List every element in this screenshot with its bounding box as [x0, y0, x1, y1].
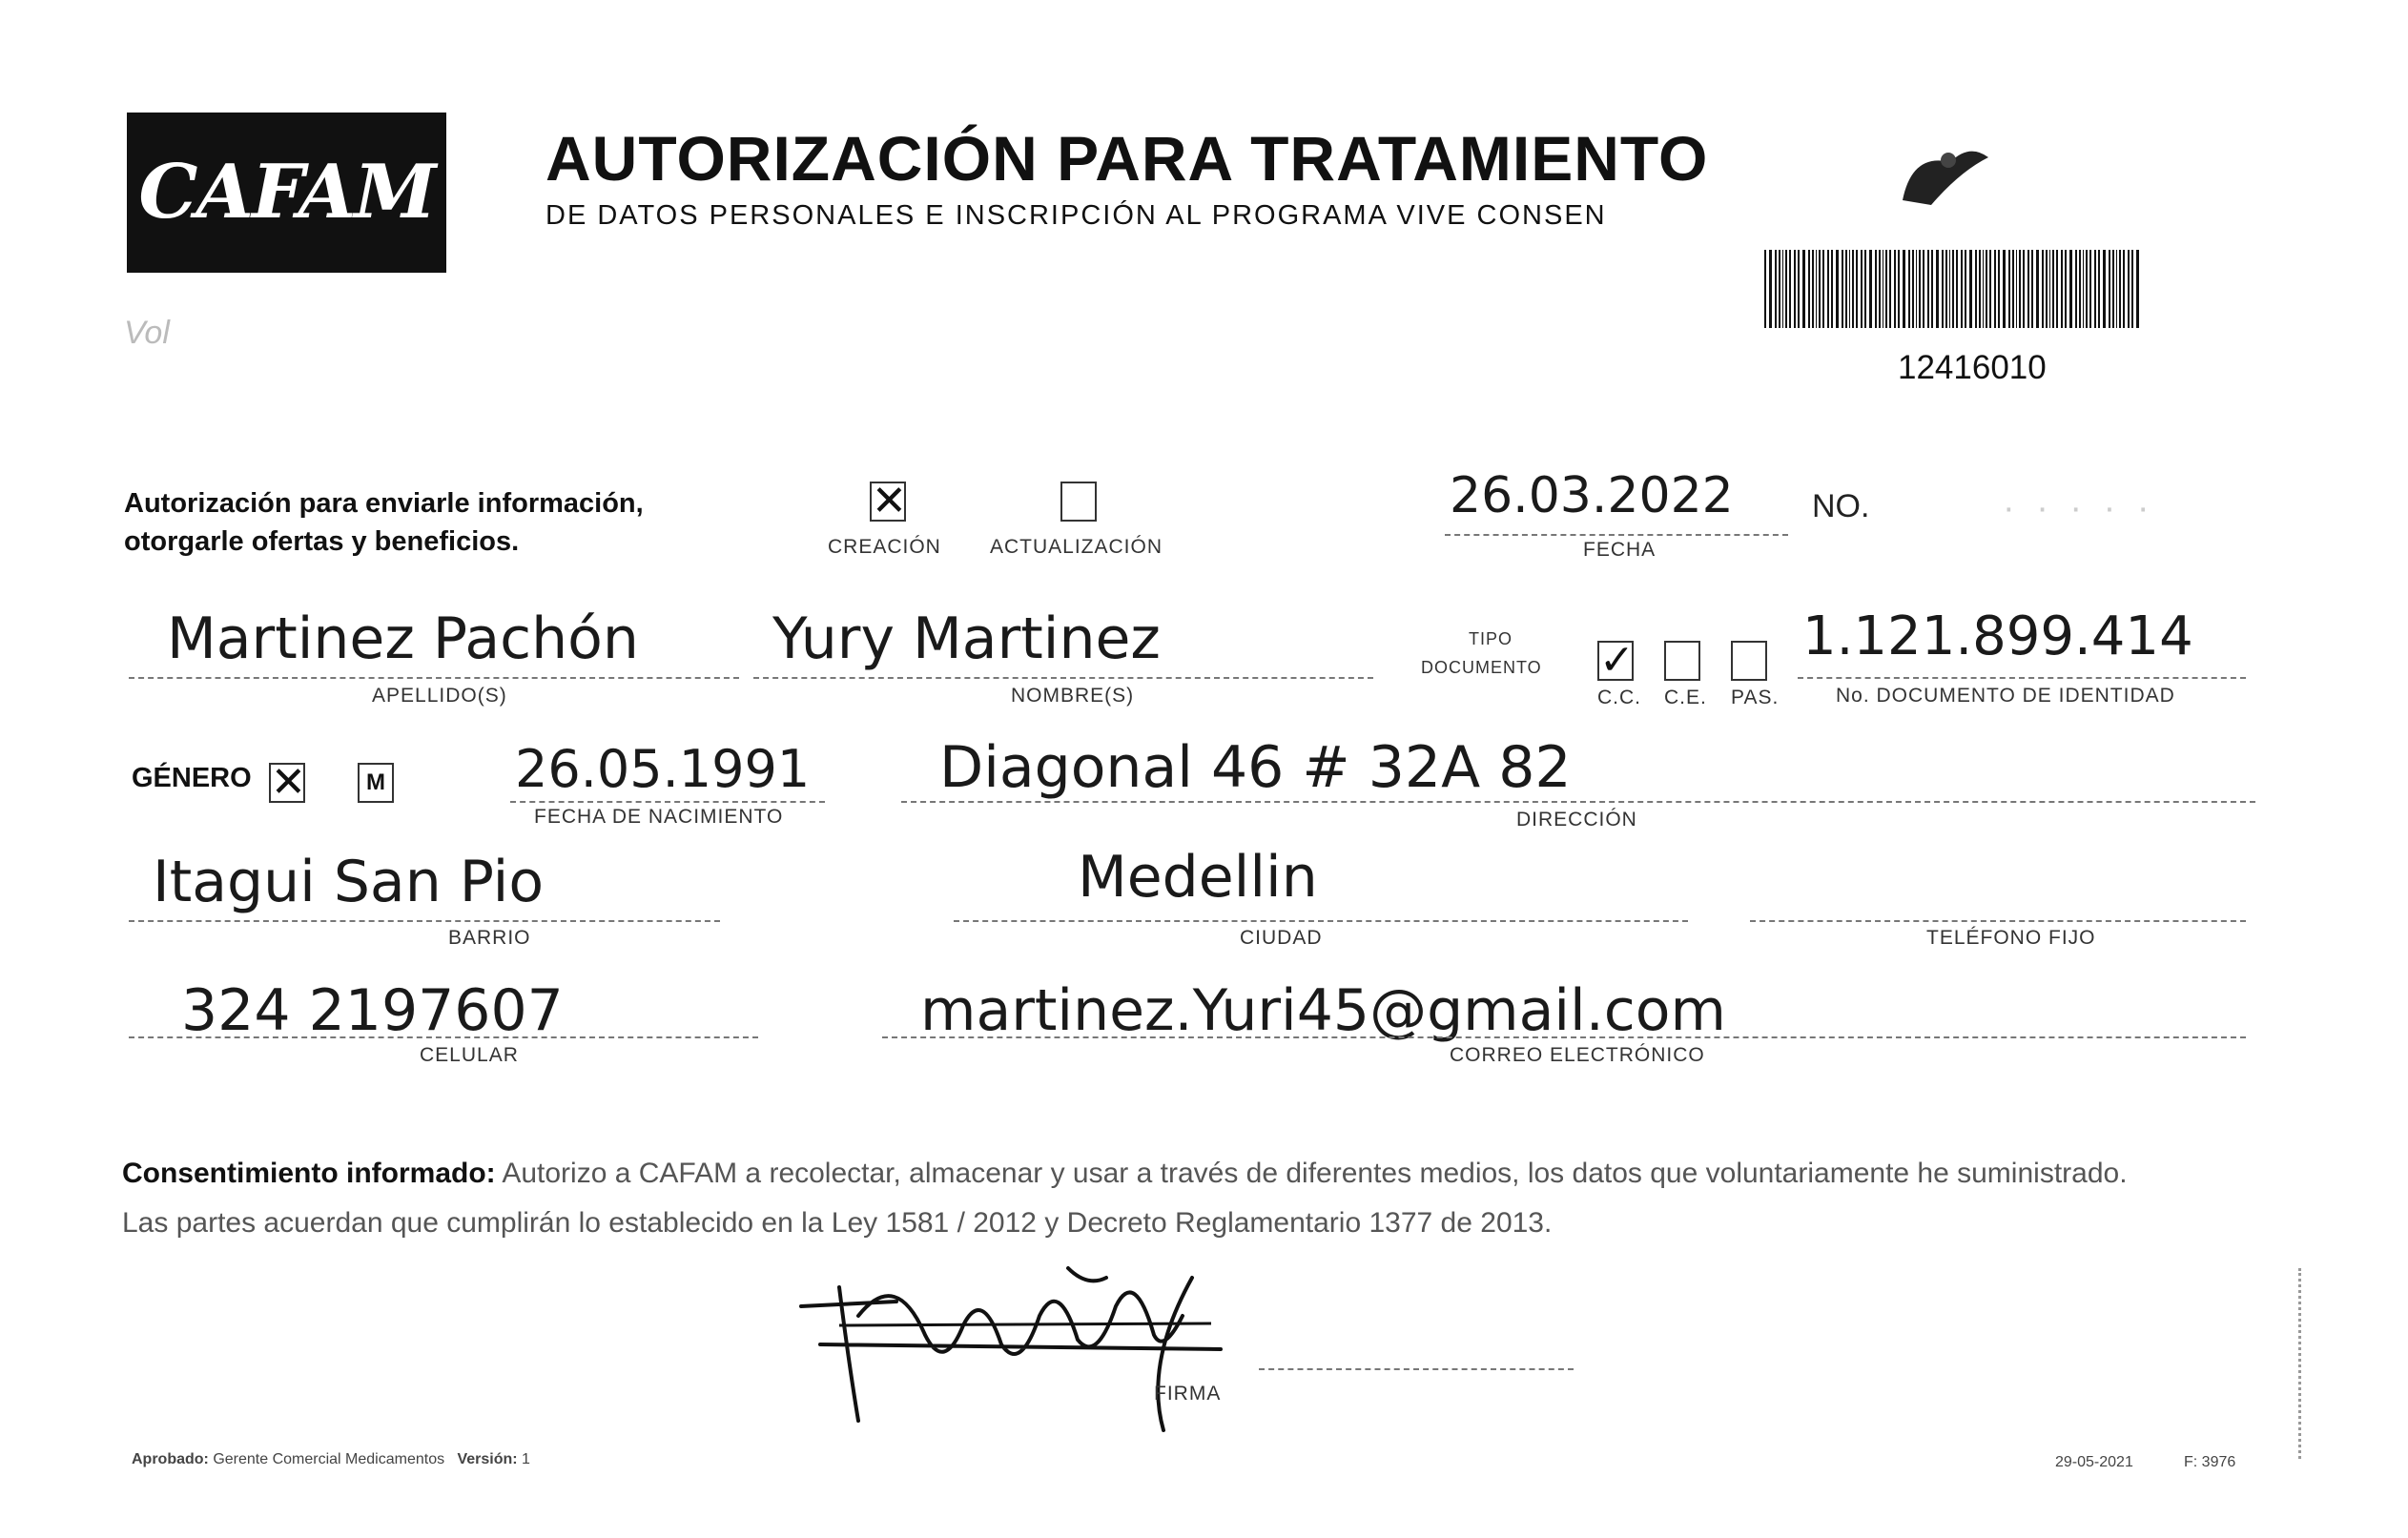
nombres-value[interactable]: Yury Martinez [772, 605, 1161, 672]
barcode-bar [1923, 250, 1924, 328]
form-title: AUTORIZACIÓN PARA TRATAMIENTO [545, 123, 1709, 194]
barcode-bar [1879, 250, 1881, 328]
gender-f-checkbox[interactable] [269, 759, 306, 806]
barcode-bar [1819, 250, 1821, 328]
barcode-bar [2131, 250, 2133, 328]
barcode-bar [1961, 250, 1963, 328]
apellidos-line [129, 677, 739, 679]
documento-label: No. DOCUMENTO DE IDENTIDAD [1836, 685, 2175, 707]
authorization-text-1: Autorización para enviarle información, [124, 488, 644, 519]
consent-heading: Consentimiento informado: [122, 1158, 496, 1189]
barcode-bar [1989, 250, 1991, 328]
celular-value[interactable]: 324 2197607 [181, 977, 564, 1044]
barcode-bar [1861, 250, 1863, 328]
barcode-bar [1983, 250, 1984, 328]
cc-label: C.C. [1597, 687, 1641, 708]
barcode-bar [2128, 250, 2130, 328]
consent-body-2: Las partes acuerdan que cumplirán lo establecido en la Ley 1581 / 2012 y Decreto Reglamentario 1377 de 2013. [122, 1207, 1553, 1239]
barcode-bar [2023, 250, 2025, 328]
fecha-label: FECHA [1583, 539, 1657, 561]
direccion-label: DIRECCIÓN [1516, 809, 1637, 831]
barcode-bar [1912, 250, 1914, 328]
barcode-bar [1875, 250, 1877, 328]
barcode-bar [1889, 250, 1891, 328]
nombres-line [753, 677, 1373, 679]
barcode-bar [1812, 250, 1814, 328]
ciudad-line [954, 920, 1688, 922]
barcode-bar [1908, 250, 1910, 328]
fecha-nacimiento-value[interactable]: 26.05.1991 [515, 739, 811, 799]
fecha-nacimiento-label: FECHA DE NACIMIENTO [534, 806, 784, 828]
version-label: Versión: [457, 1451, 518, 1467]
barcode-bar [2119, 250, 2121, 328]
barcode-bar [1849, 250, 1850, 328]
barcode-bar [1816, 250, 1817, 328]
barcode-bar [2003, 250, 2006, 328]
form-subtitle: DE DATOS PERSONALES E INSCRIPCIÓN AL PROGRAMA VIVE CONSEN [545, 200, 1607, 231]
barcode-bar [1827, 250, 1829, 328]
apellidos-value[interactable]: Martinez Pachón [167, 605, 639, 672]
barcode-bar [1808, 250, 1810, 328]
correo-line [882, 1036, 2246, 1038]
no-label: NO. [1812, 488, 1870, 524]
barcode-bar [1885, 250, 1887, 328]
barcode-bar [2069, 250, 2072, 328]
barcode-bar [2116, 250, 2117, 328]
creacion-check-mark: ✕ [872, 478, 907, 524]
barcode-bar [1822, 250, 1824, 328]
ciudad-label: CIUDAD [1240, 927, 1323, 949]
barcode-bar [2112, 250, 2114, 328]
barcode-bar [2089, 250, 2091, 328]
barcode-bar [1952, 250, 1954, 328]
barcode-bar [1856, 250, 1858, 328]
barcode-bar [2012, 250, 2014, 328]
barcode-bar [2016, 250, 2017, 328]
barcode-bar [1998, 250, 2000, 328]
barrio-label: BARRIO [448, 927, 531, 949]
authorization-text-2: otorgarle ofertas y beneficios. [124, 526, 520, 557]
pas-checkbox[interactable] [1731, 641, 1767, 681]
ce-checkbox[interactable] [1664, 641, 1700, 681]
gender-f-mark: ✕ [271, 759, 306, 806]
barcode-bar [1949, 250, 1950, 328]
barcode-bar [1785, 250, 1787, 328]
creacion-checkbox[interactable] [870, 478, 907, 524]
barcode-bar [1864, 250, 1866, 328]
barcode-bar [2094, 250, 2096, 328]
barcode-bar [2008, 250, 2010, 328]
barcode-bar [1798, 250, 1800, 328]
cafam-logo [127, 113, 446, 273]
barcode-bar [2042, 250, 2044, 328]
aprobado-label: Aprobado: [132, 1451, 209, 1467]
fecha-nacimiento-line [510, 801, 825, 803]
barcode-bar [2079, 250, 2081, 328]
actualizacion-label: ACTUALIZACIÓN [990, 536, 1163, 558]
tipo-label-2: DOCUMENTO [1421, 658, 1542, 677]
barcode-bar [2136, 250, 2139, 328]
footer-form-code: F: 3976 [2184, 1454, 2236, 1470]
barcode-bar [2046, 250, 2048, 328]
barrio-line [129, 920, 720, 922]
consent-paragraph [122, 1149, 2277, 1248]
barcode-bar [1979, 250, 1981, 328]
emblem-icon [1893, 133, 2007, 210]
barcode-bar [1802, 250, 1805, 328]
firma-line [1259, 1368, 1574, 1370]
barcode-bar [1869, 250, 1872, 328]
barcode-bar [1842, 250, 1843, 328]
barcode [1764, 250, 2146, 328]
barcode-number: 12416010 [1898, 349, 2047, 386]
barcode-bar [1916, 250, 1917, 328]
consent-body-1: Autorizo a CAFAM a recolectar, almacenar y usar a través de diferentes medios, los datos que voluntariamente he suministrado. [502, 1158, 2128, 1189]
barcode-bar [1845, 250, 1847, 328]
barcode-bar [2086, 250, 2088, 328]
cc-check-mark: ✓ [1599, 637, 1635, 684]
correo-label: CORREO ELECTRÓNICO [1450, 1044, 1705, 1066]
barcode-bar [1975, 250, 1977, 328]
ce-label: C.E. [1664, 687, 1707, 708]
barrio-value[interactable]: Itagui San Pio [153, 849, 545, 915]
nombres-label: NOMBRE(S) [1011, 685, 1135, 707]
gender-m-checkbox[interactable] [358, 763, 394, 803]
pas-label: PAS. [1731, 687, 1780, 708]
form-number-faded: · · · · · [2003, 488, 2155, 528]
direccion-line [901, 801, 2255, 803]
cc-checkbox[interactable] [1597, 637, 1635, 684]
firma-label: FIRMA [1154, 1383, 1222, 1405]
fecha-value[interactable]: 26.03.2022 [1450, 467, 1734, 524]
barcode-bar [2083, 250, 2084, 328]
aprobado-value: Gerente Comercial Medicamentos [213, 1451, 445, 1467]
barcode-bar [1942, 250, 1944, 328]
barcode-bar [2031, 250, 2033, 328]
barcode-bar [1936, 250, 1939, 328]
barcode-bar [2061, 250, 2063, 328]
actualizacion-checkbox[interactable] [1060, 482, 1097, 522]
barcode-bar [1769, 250, 1772, 328]
celular-line [129, 1036, 758, 1038]
barcode-bar [2019, 250, 2021, 328]
barcode-bar [1927, 250, 1929, 328]
documento-value[interactable]: 1.121.899.414 [1802, 605, 2193, 667]
barcode-bar [1764, 250, 1766, 328]
barcode-bar [2109, 250, 2110, 328]
tipo-label-1: TIPO [1469, 629, 1513, 648]
version-value: 1 [522, 1451, 530, 1467]
barcode-bar [1779, 250, 1780, 328]
correo-value[interactable]: martinez.Yuri45@gmail.com [920, 977, 1726, 1044]
signature [782, 1249, 1259, 1440]
barcode-bar [2123, 250, 2125, 328]
barcode-bar [2103, 250, 2106, 328]
barcode-bar [1831, 250, 1833, 328]
apellidos-label: APELLIDO(S) [372, 685, 507, 707]
telefono-line [1750, 920, 2246, 922]
telefono-label: TELÉFONO FIJO [1926, 927, 2096, 949]
barcode-bar [1969, 250, 1972, 328]
creacion-label: CREACIÓN [828, 536, 941, 558]
side-print-mark [2298, 1268, 2320, 1459]
barcode-bar [1945, 250, 1947, 328]
barcode-bar [1782, 250, 1783, 328]
barcode-bar [1852, 250, 1854, 328]
barcode-bar [2056, 250, 2058, 328]
barcode-bar [1994, 250, 1996, 328]
direccion-value[interactable]: Diagonal 46 # 32A 82 [939, 734, 1572, 801]
barcode-bar [1794, 250, 1796, 328]
header-scribble: Vol [124, 315, 170, 351]
fecha-line [1445, 534, 1788, 536]
barcode-bar [1775, 250, 1777, 328]
barcode-bar [2052, 250, 2054, 328]
barcode-bar [1894, 250, 1896, 328]
barcode-bar [1986, 250, 1987, 328]
documento-line [1798, 677, 2246, 679]
genero-label: GÉNERO [132, 763, 252, 793]
barcode-bar [1903, 250, 1905, 328]
barcode-bar [2036, 250, 2039, 328]
footer-date-code: 29-05-2021 [2055, 1454, 2133, 1470]
celular-label: CELULAR [420, 1044, 519, 1066]
barcode-bar [1789, 250, 1791, 328]
barcode-bar [2049, 250, 2050, 328]
logo-text: CAFAM [138, 149, 435, 236]
footer-aprobado [132, 1451, 530, 1468]
barcode-bar [1965, 250, 1966, 328]
barcode-bar [2065, 250, 2067, 328]
ciudad-value[interactable]: Medellin [1078, 844, 1318, 911]
barcode-bar [2027, 250, 2029, 328]
barcode-bar [1836, 250, 1839, 328]
barcode-bar [2075, 250, 2077, 328]
barcode-bar [1919, 250, 1921, 328]
barcode-bar [1931, 250, 1933, 328]
barcode-bar [1956, 250, 1958, 328]
gender-m-label: M [366, 769, 385, 795]
barcode-bar [2098, 250, 2100, 328]
barcode-bar [1898, 250, 1900, 328]
